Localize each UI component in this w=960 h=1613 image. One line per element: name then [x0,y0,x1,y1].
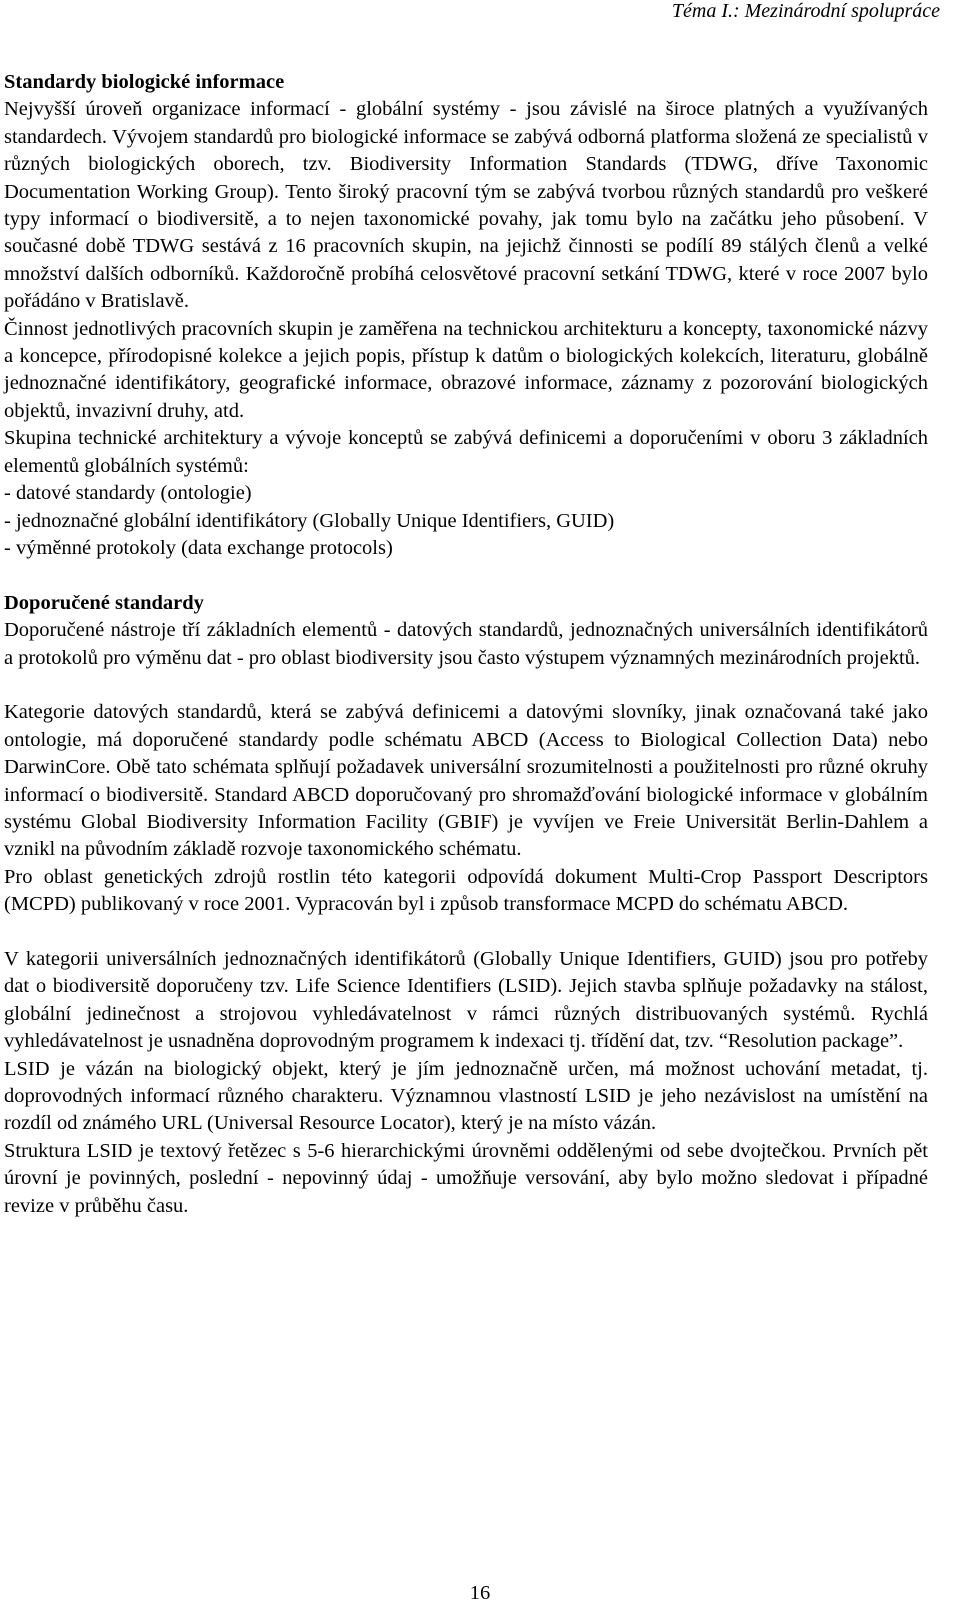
body-paragraph: Pro oblast genetických zdrojů rostlin této kategorii odpovídá dokument Multi-Crop Passport Descriptors (MCPD) publikovaný v roce 2001. Vypracován byl i způsob transformace MCPD do schématu ABCD. [4,865,928,916]
running-header: Téma I.: Mezinárodní spolupráce [671,0,940,22]
body-paragraph: LSID je vázán na biologický objekt, který je jím jednoznačně určen, má možnost uchování metadat, tj. doprovodných informací různého charakteru. Významnou vlastností LSID je jeho nezávislost na umístění na rozdíl od známého URL (Universal Resource Locator), který je na místo vázán. [4,1057,928,1135]
paragraph-gap [4,562,928,589]
body-paragraph: Nejvyšší úroveň organizace informací - globální systémy - jsou závislé na široce platných a využívaných standardech. Vývojem standardů pro biologické informace se zabývá odborná platforma složená ze specialistů v různých biologických oborech, tzv. Biodiversity Information Standards (TDWG, dříve Taxonomic Documentation Working Group). Tento široký pracovní tým se zabývá tvorbou různých standardů pro veškeré typy informací o biodiversitě, a to nejen taxonomické povahy, jak tomu bylo na začátku jeho působení. V současné době TDWG sestává z 16 pracovních skupin, na jejichž činnosti se podílí 89 stálých členů a velké množství dalších odborníků. Každoročně probíhá celosvětové pracovní setkání TDWG, které v roce 2007 bylo pořádáno v Bratislavě. [4,98,928,313]
body-paragraph: Kategorie datových standardů, která se zabývá definicemi a datovými slovníky, jinak označovaná také jako ontologie, má doporučené standardy podle schématu ABCD (Access to Biological Collection Data) nebo DarwinCore. Obě tato schémata splňují požadavek universální srozumitelnosti a použitelnosti pro různé okruhy informací o biodiversitě. Standard ABCD doporučovaný pro shromažďování biologické informace v globálním systému Global Biodiversity Information Facility (GBIF) je vyvíjen ve Freie Universität Berlin-Dahlem a vznikl na původním základě rozvoje taxonomického schématu. [4,701,928,861]
list-item: - jednoznačné globální identifikátory (Globally Unique Identifiers, GUID) [4,509,615,532]
paragraph-gap [4,672,928,699]
page-number: 16 [469,1582,491,1604]
section-heading-standards: Standardy biologické informace [4,71,285,93]
document-body [4,69,928,1220]
body-paragraph: Struktura LSID je textový řetězec s 5-6 hierarchickými úrovněmi oddělenými od sebe dvojtečkou. Prvních pět úrovní je povinných, poslední - nepovinný údaj - umožňuje versování, aby bylo možno sledovat i případné revize v průběhu času. [4,1139,928,1217]
paragraph-gap [4,919,928,946]
body-paragraph: Skupina technické architektury a vývoje konceptů se zabývá definicemi a doporučeními v oboru 3 základních elementů globálních systémů: [4,427,928,477]
section-heading-recommended-standards: Doporučené standardy [4,591,204,614]
body-paragraph: V kategorii universálních jednoznačných identifikátorů (Globally Unique Identifiers, GUID) jsou pro potřeby dat o biodiversitě doporučeny tzv. Life Science Identifiers (LSID). Jejich stavba splňuje požadavky na stálost, globální jedinečnost a strojovou vyhledávatelnost v rámci různých distribuovaných systémů. Rychlá vyhledávatelnost je usnadněna doprovodným programem k indexaci tj. třídění dat, tzv. “Resolution package”. [4,947,928,1053]
list-item: - datové standardy (ontologie) [4,482,252,505]
body-paragraph: Doporučené nástroje tří základních elementů - datových standardů, jednoznačných universálních identifikátorů a protokolů pro výměnu dat - pro oblast biodiversity jsou často výstupem významných mezinárodních projektů. [4,619,928,669]
body-paragraph: Činnost jednotlivých pracovních skupin je zaměřena na technickou architekturu a koncepty, taxonomické názvy a koncepce, přírodopisné kolekce a jejich popis, přístup k datům o biologických kolekcích, literaturu, globálně jednoznačné identifikátory, geografické informace, obrazové informace, záznamy z pozorování biologických objektů, invazivní druhy, atd. [4,317,928,422]
list-item: - výměnné protokoly (data exchange protocols) [4,536,393,559]
